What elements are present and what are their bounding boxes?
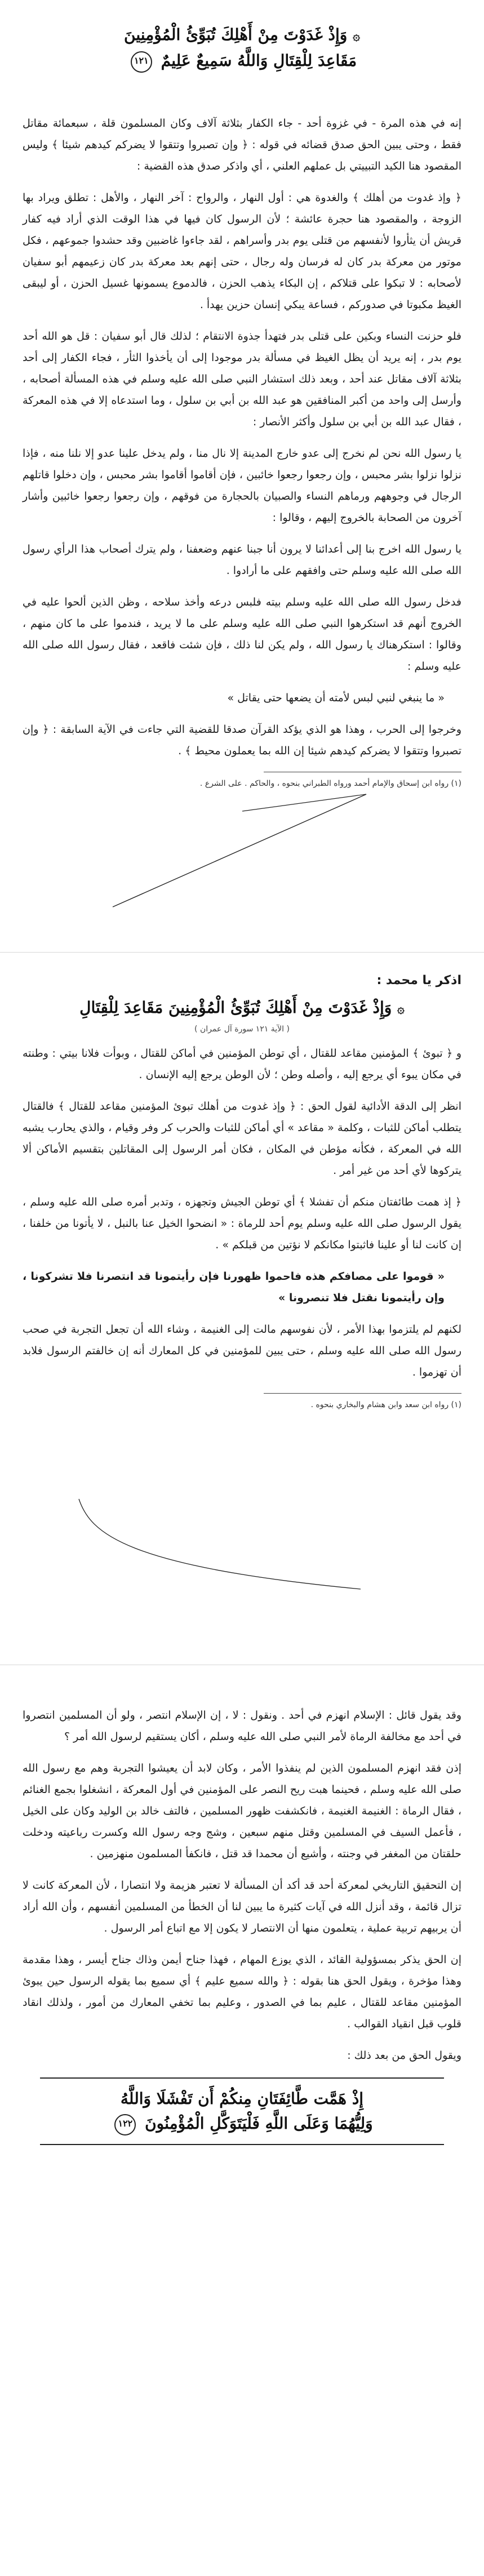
paragraph: إنه في هذه المرة - في غزوة أحد - جاء الكفار بثلاثة آلاف وكان المسلمون قلة ، سبعمائة مقاتل فقط ، وحتى يبين الحق صدق قضائه في قوله : ﴿ وإن تصبروا وتتقوا لا يضركم كيدهم شيئا ﴾ وليس المقصود هنا الكيد التبييتي بل عملهم العلني ، أي واذكر صدق هذه القضية : <box>23 117 461 172</box>
verse-line-2-row <box>40 2111 444 2136</box>
page-2 <box>0 952 484 1665</box>
verse-heading-2 <box>23 48 461 73</box>
verse-line-1: وَإِذْ غَدَوْتَ مِنْ أَهْلِكَ تُبَوِّئُ الْمُؤْمِنِينَ <box>124 25 348 44</box>
section-heading: اذكر يا محمد : <box>376 973 461 987</box>
paragraph: إن التحقيق التاريخي لمعركة أحد قد أكد أن المسألة لا تعتبر هزيمة ولا انتصارا ، لأن المعركة كانت لا تزال قائمة ، وقد أنزل الله في آيات كثيرة ما يبين لنا أن الخطأ من المسلمين أنفسهم ، وأن الله أراد أن يربيهم تربية عملية ، يتعلمون منها أن الانتصار لا يكون إلا مع اتباع أمر الرسول . <box>23 1879 461 1934</box>
paragraph: إن الحق يذكر بمسؤولية القائد ، الذي يوزع المهام ، فهذا جناح أيمن وذاك جناح أيسر ، وهذا مقدمة وهذا مؤخرة ، ويقول الحق هنا بقوله : ﴿ والله سميع عليم ﴾ أي سميع بما يقوله الرسول حين يبوئ المؤمنين مقاعد للقتال ، عليم بما في الصدور ، وعليم بما تخفي المعارك من أمور ، ولذلك انقاد قلوب قبل انقياد القوالب . <box>23 1954 461 2030</box>
verse-number: ١٢١ <box>131 51 152 73</box>
closing-verse <box>40 2077 444 2145</box>
verse-heading <box>23 995 461 1021</box>
ornament-icon: ۞ <box>397 1002 405 1016</box>
page-3 <box>0 1665 484 2576</box>
verse-line-1: إِذْ هَمَّت طَّائِفَتَانِ مِنكُمْ أَن تَفْشَلَا وَاللَّهُ <box>120 2089 364 2108</box>
hadith-quote: « ما ينبغي لنبي لبس لأمته أن يضعها حتى يقاتل » <box>227 692 445 704</box>
paragraph: لكنهم لم يلتزموا بهذا الأمر ، لأن نفوسهم مالت إلى الغنيمة ، وشاء الله أن تجعل التجربة في صحب رسول الله صلى الله عليه وسلم ، حتى يبين للمؤمنين في كل المعارك أنه إن خالفتم الرسول فلابد أن تهزموا . <box>23 1323 461 1378</box>
paragraph: ﴿ وإذ غدوت من أهلك ﴾ والغدوة هي : أول النهار ، والرواح : آخر النهار ، والأهل : تطلق ويراد بها الزوجة ، والمقصود هنا حجرة عائشة ؛ لأن الرسول كان فيها في هذا الوقت الذي أراد فيه كفار قريش أن يثأروا لأنفسهم من قتلى يوم بدر وأسراهم ، لقد جاءوا غاضبين وقد حشدوا جموعهم ، فكل موتور من معركة بدر كان له فرسان وله رجال ، حتى إنهم بعد معركة بدر كان زعيمهم أبو سفيان لأصحابه : لا تبكوا على قتلاكم ، إن البكاء يذهب الحزن ، فالدموع يسمونها غسيل الحزن ، أو ليبقى الغيظ مكبوتا في صدوركم ، فساعة يبكي إنسان حزين يهدأ . <box>23 192 461 311</box>
verse-line-2: مَقَاعِدَ لِلْقِتَالِ وَاللَّهُ سَمِيعٌ عَلِيمٌ <box>161 51 357 70</box>
paragraph: يا رسول الله اخرج بنا إلى أعدائنا لا يرون أنا جبنا عنهم وضعفنا ، ولم يترك أصحاب هذا الرأي رسول الله صلى الله عليه وسلم حتى وافقهم على ما أرادوا . <box>23 543 461 577</box>
paragraph: ﴿ إذ همت طائفتان منكم أن تفشلا ﴾ أي توطن الجيش وتجهزه ، وتدبر أمره صلى الله عليه وسلم ، يقول الرسول صلى الله عليه وسلم يوم أحد للرماة : « انضحوا الخيل عنا بالنبل ، لا يأتونا من خلفنا ، إن كانت لنا أو علينا فاثبتوا مكانكم لا نؤتين من قبلكم » . <box>23 1196 461 1251</box>
verse-heading <box>23 23 461 48</box>
pen-annotation-lines <box>101 777 394 924</box>
page-1 <box>0 0 484 952</box>
paragraph: إذن فقد انهزم المسلمون الذين لم ينفذوا الأمر ، وكان لابد أن يعيشوا التجربة وهم مع رسول الله صلى الله عليه وسلم ، فحينما هبت ريح النصر على المؤمنين في أول المعركة ، انشغلوا بجمع الغنائم ، فقال الرماة : الغنيمة الغنيمة ، فانكشفت ظهور المسلمين ، فالتف خالد بن الوليد وكان على الخيل ، فأعمل السيف في المسلمين وقتل منهم سبعين ، وشج وجه رسول الله وكسرت رباعيته ودخلت حلقتان من المغفر في وجنته ، وأشيع أن محمدا قد قتل ، فانكفأ المسلمون منهزمين . <box>23 1762 461 1860</box>
paragraph: ويقول الحق من بعد ذلك : <box>347 2049 461 2062</box>
paragraph: يا رسول الله نحن لم نخرج إلى عدو خارج المدينة إلا نال منا ، ولم يدخل علينا عدو إلا نلنا منه ، فإذا نزلوا نزلوا بشر محبس ، وإن رجعوا رجعوا خائبين ، فإن أقاموا أقاموا بشر محبس ، وإن دخلوا قاتلهم الرجال في وجوههم ورماهم النساء والصبيان بالحجارة من فوقهم ، وإن رجعوا رجعوا خائبين وأشار آخرون من الصحابة بالخروج إليهم ، وقالوا : <box>23 447 461 524</box>
verse-citation: ( الآية ١٢١ سورة آل عمران ) <box>194 1025 290 1034</box>
ornament-icon: ۞ <box>353 29 360 43</box>
paragraph: فدخل رسول الله صلى الله عليه وسلم بيته فلبس درعه وأخذ سلاحه ، وظن الذين ألحوا عليه في الخروج أنهم قد استكرهوا النبي صلى الله عليه وسلم على ما لا يريد ، فندموا على ما كان منهم ، وقالوا : استكرهناك يا رسول الله ، ولم يكن لنا ذلك ، فإن شئت فاقعد ، فقال رسول الله صلى الله عليه وسلم : <box>23 596 461 673</box>
pen-annotation-lines <box>68 1493 383 1606</box>
paragraph: فلو حزنت النساء وبكين على قتلى بدر فتهدأ جذوة الانتقام ؛ لذلك قال أبو سفيان : قل هو الله أحد يوم بدر ، إنه يريد أن يظل الغيظ في مسألة بدر موجودا إلى أن يأخذوا الثأر ، فجاء الكفار إلى أحد بثلاثة آلاف مقاتل عند أحد ، وبعد ذلك استشار النبي صلى الله عليه وسلم في هذه المسألة أصحابه ، وأرسل إلى واحد من أكبر المنافقين هو عبد الله بن أبي بن سلول ، وما استدعاه إلا في هذه المعركة ، فقال عبد الله بن أبي بن سلول وأكثر الأنصار : <box>23 330 461 428</box>
footnote: (١) رواه ابن سعد وابن هشام والبخاري بنحوه . <box>310 1400 461 1409</box>
verse-text: وَإِذْ غَدَوْتَ مِنْ أَهْلِكَ تُبَوِّئُ الْمُؤْمِنِينَ مَقَاعِدَ لِلْقِتَالِ <box>79 998 392 1017</box>
paragraph: و ﴿ تبوئ ﴾ المؤمنين مقاعد للقتال ، أي توطن المؤمنين في أماكن للقتال ، وبوأت فلانا بيتي : وطنته في مكان يبوء أي يرجع إليه ، وأصله وطن ؛ لأن الوطن يرجع إليه الإنسان . <box>23 1047 461 1081</box>
paragraph: وخرجوا إلى الحرب ، وهذا هو الذي يؤكد القرآن صدقا للقضية التي جاءت في الآية السابقة : ﴿ وإن تصبروا وتتقوا لا يضركم كيدهم شيئا إن الله بما يعملون محيط ﴾ . <box>23 723 461 757</box>
paragraph: وقد يقول قائل : الإسلام انهزم في أحد . ونقول : لا ، إن الإسلام انتصر ، ولو أن المسلمين انتصروا في أحد مع مخالفة الرماة لأمر النبي صلى الله عليه وسلم ، أكان يستقيم لرسول الله أمر ؟ <box>23 1709 461 1743</box>
bold-quote: « قوموا على مصافكم هذه فاحموا ظهورنا فإن رأيتمونا قد انتصرنا فلا تشركونا ، وإن رأيتمونا نقتل فلا تنصرونا » <box>23 1270 445 1304</box>
footnote-divider <box>264 1393 461 1394</box>
footnote: (١) رواه ابن إسحاق والإمام أحمد ورواه الطبراني بنحوه ، والحاكم . على الشرع . <box>199 779 461 788</box>
verse-line-2: وَلِيُّهُمَا وَعَلَى اللَّهِ فَلْيَتَوَكَّلِ الْمُؤْمِنُونَ <box>145 2114 373 2133</box>
verse-number: ١٢٢ <box>114 2114 136 2135</box>
paragraph: انظر إلى الدقة الأدائية لقول الحق : ﴿ وإذ غدوت من أهلك تبوئ المؤمنين مقاعد للقتال ﴾ فالقتال يتطلب أماكن للثبات ، وكلمة « مقاعد » أي أماكن للثبات والحرب كر وفر وقيام ، والذي يحارب يشبه الله في المعركة ، فكأنه مؤطن في المكان ، فكان أمر الرسول إلى المقاتلين بتقسيم الأماكن ألا يتركوها لأي أحد من غير أمر . <box>23 1100 461 1177</box>
